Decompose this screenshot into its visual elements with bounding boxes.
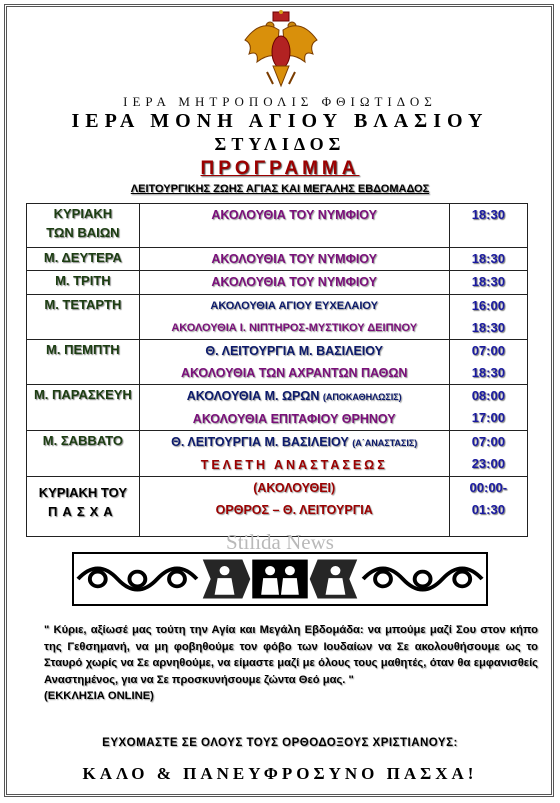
service-label: ΤΕΛΕΤΗ ΑΝΑΣΤΑΣΕΩΣ xyxy=(200,458,388,472)
service-label: ΑΚΟΛΟΥΘΙΑ ΤΟΥ ΝΥΜΦΙΟΥ xyxy=(211,275,378,289)
time-label: 18:30 xyxy=(471,365,505,380)
service-cell xyxy=(139,295,449,340)
town-heading: ΣΤΥΛΙΔΟΣ xyxy=(214,134,346,154)
time-cell xyxy=(449,431,527,477)
service-note: (Α΄ΑΝΑΣΤΑΣΙΣ) xyxy=(352,438,418,448)
time-cell xyxy=(449,477,527,537)
metropolis-heading: ΙΕΡΑ ΜΗΤΡΟΠΟΛΙΣ ΦΘΙΩΤΙΔΟΣ xyxy=(123,94,437,109)
day-cell xyxy=(27,271,140,295)
day-cell xyxy=(27,295,140,340)
day-label: Μ. ΤΡΙΤΗ xyxy=(55,273,111,288)
schedule-row xyxy=(27,204,528,248)
schedule-row xyxy=(27,295,528,340)
service-cell xyxy=(139,340,449,385)
wishes-line: ΕΥΧΟΜΑΣΤΕ ΣΕ ΟΛΟΥΣ ΤΟΥΣ ΟΡΘΟΔΟΞΟΥΣ ΧΡΙΣΤΙΑΝΟΥΣ: xyxy=(102,737,458,749)
time-label: 08:00 xyxy=(471,388,505,403)
time-label: 18:30 xyxy=(471,207,505,222)
service-label: ΑΚΟΛΟΥΘΙΑ ΤΟΥ ΝΥΜΦΙΟΥ xyxy=(211,208,378,222)
quote-text: " Κύριε, αξίωσέ μας τούτη την Αγία και Μεγάλη Εβδομάδα: να μπούμε μαζί Σου στον κήπο της Γεθσημανή, να μη φοβηθούμε τον φόβο των Ιουδαίων να Σε ακολουθήσουμε ως το Σταυρό χωρίς να Σε αρνηθούμε, να είμαστε μαζί με όλους τους μαθητές, όταν θα εμφανισθείς Αναστημένος, για να Σε προσκυνήσουμε ζώντα Θεό μας. " xyxy=(44,624,538,686)
service-cell xyxy=(139,248,449,271)
day-cell xyxy=(27,477,140,537)
service-note: (ΑΠΟΚΑΘΗΛΩΣΙΣ) xyxy=(322,392,402,402)
program-title: ΠΡΟΓΡΑΜΜΑ xyxy=(200,158,360,179)
watermark: Stilida News xyxy=(226,530,334,554)
service-label: (ΑΚΟΛΟΥΘΕΙ) xyxy=(253,481,336,495)
ornamental-banner xyxy=(72,552,488,606)
schedule-row xyxy=(27,385,528,431)
schedule-row xyxy=(27,431,528,477)
day-cell xyxy=(27,340,140,385)
time-label: 18:30 xyxy=(471,320,505,335)
prayer-quote xyxy=(44,622,538,705)
day-label: Μ. ΣΑΒΒΑΤΟ xyxy=(42,433,123,448)
day-label: ΚΥΡΙΑΚΗ xyxy=(53,206,113,221)
day-label: Μ. ΔΕΥΤΕΡΑ xyxy=(43,250,122,265)
service-label: ΑΚΟΛΟΥΘΙΑ Ι. ΝΙΠΤΗΡΟΣ-ΜΥΣΤΙΚΟΥ ΔΕΙΠΝΟΥ xyxy=(171,322,418,334)
schedule-row xyxy=(27,340,528,385)
time-label: 07:00 xyxy=(471,343,505,358)
time-cell xyxy=(449,295,527,340)
day-cell xyxy=(27,385,140,431)
quote-source: (ΕΚΚΛΗΣΙΑ ONLINE) xyxy=(44,690,154,702)
service-label: ΑΚΟΛΟΥΘΙΑ ΤΟΥ ΝΥΜΦΙΟΥ xyxy=(211,252,378,266)
time-label: 07:00 xyxy=(471,434,505,449)
day-label: ΤΩΝ ΒΑΙΩΝ xyxy=(46,225,120,240)
service-label: ΑΚΟΛΟΥΘΙΑ ΑΓΙΟΥ ΕΥΧΕΛΑΙΟΥ xyxy=(210,300,378,312)
time-cell xyxy=(449,271,527,295)
time-label: 18:30 xyxy=(471,274,505,289)
service-cell xyxy=(139,385,449,431)
time-cell xyxy=(449,204,527,248)
easter-greeting: ΚΑΛΟ & ΠΑΝΕΥΦΡΟΣΥΝΟ ΠΑΣΧΑ! xyxy=(82,764,478,783)
time-label: 18:30 xyxy=(471,251,505,266)
service-cell xyxy=(139,204,449,248)
program-subtitle: ΛΕΙΤΟΥΡΓΙΚΗΣ ΖΩΗΣ ΑΓΙΑΣ ΚΑΙ ΜΕΓΑΛΗΣ ΕΒΔΟΜΑΔΟΣ xyxy=(130,183,430,195)
service-cell xyxy=(139,271,449,295)
service-label: ΑΚΟΛΟΥΘΙΑ ΕΠΙΤΑΦΙΟΥ ΘΡΗΝΟΥ xyxy=(192,412,396,426)
schedule-row xyxy=(27,271,528,295)
time-cell xyxy=(449,248,527,271)
time-label: 17:00 xyxy=(471,410,505,425)
time-label: 00:00- xyxy=(469,480,508,495)
schedule-row xyxy=(27,248,528,271)
service-label: ΟΡΘΡΟΣ – Θ. ΛΕΙΤΟΥΡΓΙΑ xyxy=(215,503,373,517)
time-label: 23:00 xyxy=(471,456,505,471)
monastery-heading: ΙΕΡΑ ΜΟΝΗ ΑΓΙΟΥ ΒΛΑΣΙΟΥ xyxy=(71,110,489,132)
double-headed-eagle-icon xyxy=(243,10,319,90)
time-cell xyxy=(449,385,527,431)
service-cell xyxy=(139,477,449,537)
time-label: 01:30 xyxy=(471,502,505,517)
day-cell xyxy=(27,431,140,477)
time-label: 16:00 xyxy=(471,298,505,313)
schedule-table xyxy=(26,203,528,537)
day-label: Μ. ΠΑΡΑΣΚΕΥΗ xyxy=(33,387,132,402)
time-cell xyxy=(449,340,527,385)
day-label: Μ. ΠΕΜΠΤΗ xyxy=(46,342,120,357)
service-label: Θ. ΛΕΙΤΟΥΡΓΙΑ Μ. ΒΑΣΙΛΕΙΟΥ xyxy=(205,344,383,358)
service-label: Θ. ΛΕΙΤΟΥΡΓΙΑ Μ. ΒΑΣΙΛΕΙΟΥ xyxy=(171,435,349,449)
day-label: ΚΥΡΙΑΚΗ ΤΟΥ xyxy=(38,485,127,500)
service-label: ΑΚΟΛΟΥΘΙΑ ΤΩΝ ΑΧΡΑΝΤΩΝ ΠΑΘΩΝ xyxy=(180,366,408,380)
day-label: ΠΑΣΧΑ xyxy=(48,504,118,519)
service-label: ΑΚΟΛΟΥΘΙΑ Μ. ΩΡΩΝ xyxy=(186,389,320,403)
day-cell xyxy=(27,248,140,271)
day-label: Μ. ΤΕΤΑΡΤΗ xyxy=(44,297,122,312)
service-cell xyxy=(139,431,449,477)
day-cell xyxy=(27,204,140,248)
schedule-row xyxy=(27,477,528,537)
